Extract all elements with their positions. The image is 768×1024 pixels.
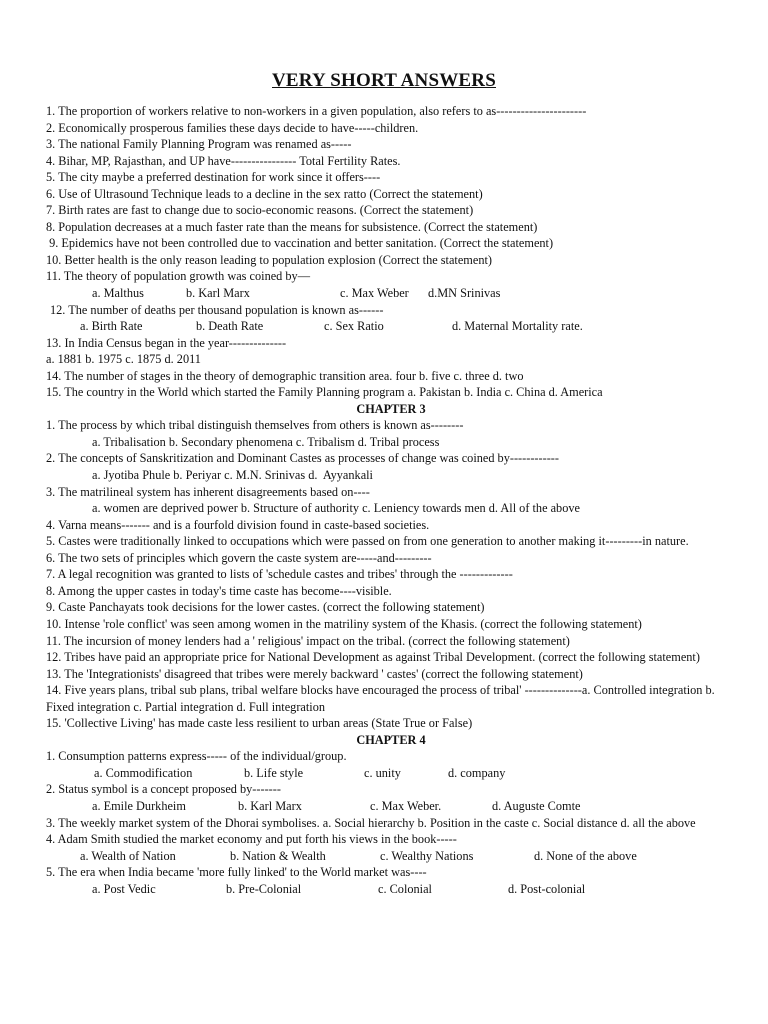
text-line: 5. The era when India became 'more fully linked' to the World market was---- (46, 865, 427, 880)
option: d. Maternal Mortality rate. (452, 319, 583, 334)
text-line: 4. Adam Smith studied the market economy and put forth his views in the book----- (46, 832, 457, 847)
text-line: 14. Five years plans, tribal sub plans, tribal welfare blocks have encouraged the process of tribal' --------------a. Controlled integration b. Fixed integration c. Partial integration d. Full integration (46, 683, 715, 714)
option: b. Nation & Wealth (230, 848, 326, 863)
text-line: 11. The incursion of money lenders had a ' religious' impact on the tribal. (correct the following statement) (46, 633, 570, 648)
option: a. Emile Durkheim (92, 798, 186, 813)
option: b. Karl Marx (186, 286, 250, 301)
text-line: 7. Birth rates are fast to change due to socio-economic reasons. (Correct the statement) (46, 203, 474, 218)
text-line: a. Tribalisation b. Secondary phenomena c. Tribalism d. Tribal process (92, 434, 440, 449)
option: a. Malthus (92, 286, 144, 301)
document-body (46, 103, 736, 897)
chapter-heading: CHAPTER 4 (356, 732, 426, 747)
option: c. Sex Ratio (324, 319, 384, 334)
text-line: 1. The process by which tribal distinguish themselves from others is known as-------- (46, 418, 464, 433)
option-row (46, 881, 736, 898)
option: d. None of the above (534, 848, 637, 863)
text-line: 3. The matrilineal system has inherent disagreements based on---- (46, 484, 370, 499)
option: c. Max Weber (340, 286, 409, 301)
text-line: 5. The city maybe a preferred destination for work since it offers---- (46, 170, 381, 185)
option: c. Wealthy Nations (380, 848, 474, 863)
option: c. Colonial (378, 881, 432, 896)
option: b. Karl Marx (238, 798, 302, 813)
text-line: 3. The weekly market system of the Dhorai symbolises. a. Social hierarchy b. Position in the caste c. Social distance d. all the above (46, 815, 696, 830)
option-row (46, 798, 736, 815)
text-line: 1. Consumption patterns express----- of the individual/group. (46, 749, 347, 764)
text-line: 12. Tribes have paid an appropriate price for National Development as against Tribal Development. (correct the following statement) (46, 650, 700, 665)
text-line: 6. Use of Ultrasound Technique leads to a decline in the sex ratto (Correct the statement) (46, 186, 483, 201)
text-line: 7. A legal recognition was granted to lists of 'schedule castes and tribes' through the ------------- (46, 567, 513, 582)
text-line: 11. The theory of population growth was coined by— (46, 269, 310, 284)
text-line: 15. 'Collective Living' has made caste less resilient to urban areas (State True or False) (46, 716, 473, 731)
chapter-heading: CHAPTER 3 (356, 401, 426, 416)
option: c. Max Weber. (370, 798, 442, 813)
option: a. Commodification (94, 765, 193, 780)
text-line: 13. In India Census began in the year-------------- (46, 335, 287, 350)
text-line: 1. The proportion of workers relative to non-workers in a given population, also refers to as---------------------- (46, 104, 587, 118)
option: b. Pre-Colonial (226, 881, 302, 896)
text-line: 14. The number of stages in the theory of demographic transition area. four b. five c. three d. two (46, 368, 524, 383)
text-line: 3. The national Family Planning Program was renamed as----- (46, 137, 352, 152)
text-line: a. women are deprived power b. Structure of authority c. Leniency towards men d. All of the above (92, 501, 580, 516)
text-line: 9. Epidemics have not been controlled due to vaccination and better sanitation. (Correct the statement) (46, 236, 554, 251)
option: d. Auguste Comte (492, 798, 581, 813)
option: d. company (448, 765, 506, 780)
text-line: 6. The two sets of principles which govern the caste system are-----and--------- (46, 550, 432, 565)
option-row (46, 285, 736, 302)
text-line: 12. The number of deaths per thousand population is known as------ (50, 302, 384, 317)
page-title: VERY SHORT ANSWERS (272, 70, 496, 91)
option-row (46, 318, 736, 335)
option: d.MN Srinivas (428, 286, 501, 301)
text-line: 10. Better health is the only reason leading to population explosion (Correct the statement) (46, 252, 492, 267)
text-line: 4. Bihar, MP, Rajasthan, and UP have---------------- Total Fertility Rates. (46, 153, 401, 168)
option: b. Death Rate (196, 319, 264, 334)
option: d. Post-colonial (508, 881, 586, 896)
text-line: a. Jyotiba Phule b. Periyar c. M.N. Srinivas d. Ayyankali (92, 468, 373, 483)
option: a. Post Vedic (92, 881, 156, 896)
text-line: 13. The 'Integrationists' disagreed that tribes were merely backward ' castes' (correct the following statement) (46, 666, 583, 681)
option: a. Birth Rate (80, 319, 143, 334)
text-line: 4. Varna means------- and is a fourfold division found in caste-based societies. (46, 517, 430, 532)
text-line: 2. Economically prosperous families these days decide to have-----children. (46, 120, 419, 135)
option: a. Wealth of Nation (80, 848, 176, 863)
text-line: 10. Intense 'role conflict' was seen among women in the matriliny system of the Khasis. (correct the following statement) (46, 616, 642, 631)
text-line: 15. The country in the World which started the Family Planning program a. Pakistan b. India c. China d. America (46, 385, 603, 400)
text-line: 8. Among the upper castes in today's time caste has become----visible. (46, 583, 392, 598)
text-line: 2. The concepts of Sanskritization and Dominant Castes as processes of change was coined by------------ (46, 451, 559, 466)
text-line: 8. Population decreases at a much faster rate than the means for subsistence. (Correct the statement) (46, 219, 538, 234)
text-line: 9. Caste Panchayats took decisions for the lower castes. (correct the following statement) (46, 600, 485, 615)
option-row (46, 765, 736, 782)
text-line: a. 1881 b. 1975 c. 1875 d. 2011 (46, 352, 201, 367)
option: b. Life style (244, 765, 304, 780)
option: c. unity (364, 765, 401, 780)
option-row (46, 848, 736, 865)
text-line: 5. Castes were traditionally linked to occupations which were passed on from one generation to another making it---------in nature. (46, 534, 689, 549)
text-line: 2. Status symbol is a concept proposed by------- (46, 782, 281, 797)
